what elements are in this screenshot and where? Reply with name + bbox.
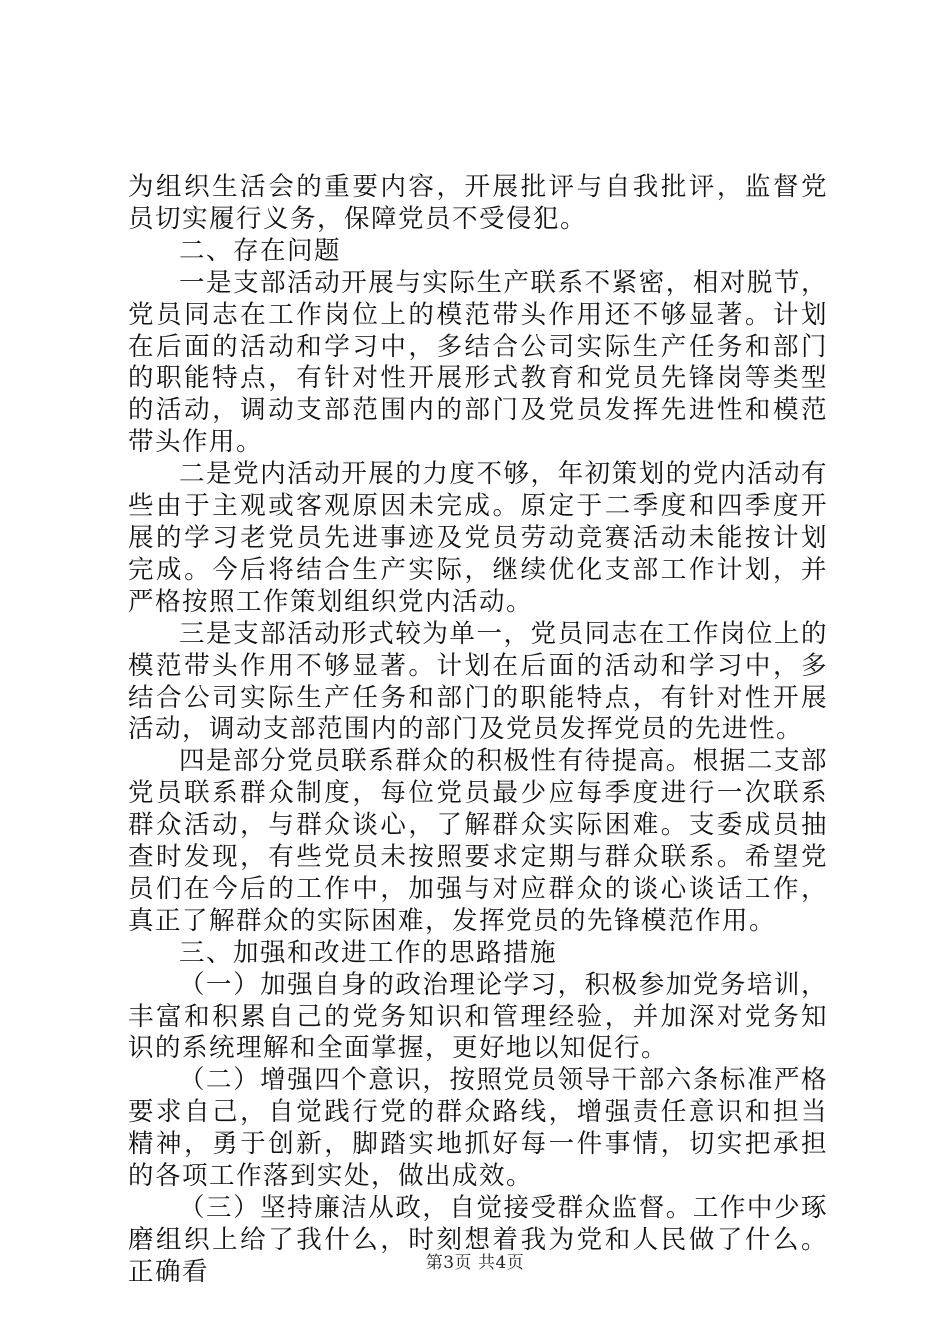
- paragraph-problem-2: 二是党内活动开展的力度不够，年初策划的党内活动有些由于主观或客观原因未完成。原定于二季度和四季度开展的学习老党员先进事迹及党员劳动竞赛活动未能按计划完成。今后将结合生产实际，继续优化支部工作计划，并严格按照工作策划组织党内活动。: [128, 459, 828, 617]
- paragraph-problem-3: 三是支部活动形式较为单一，党员同志在工作岗位上的模范带头作用不够显著。计划在后面的活动和学习中，多结合公司实际生产任务和部门的职能特点，有针对性开展活动，调动支部范围内的部门及党员发挥党员的先进性。: [128, 618, 828, 745]
- section-heading-measures: 三、加强和改进工作的思路措施: [179, 937, 558, 968]
- paragraph-measure-2: （二）增强四个意识，按照党员领导干部六条标准严格要求自己，自觉践行党的群众路线，增强责任意识和担当精神，勇于创新，脚踏实地抓好每一件事情，切实把承担的各项工作落到实处，做出成效。: [128, 1065, 828, 1192]
- paragraph-measure-3: （三）坚持廉洁从政，自觉接受群众监督。工作中少琢磨组织上给了我什么，时刻想着我为党和人民做了什么。正确看: [128, 1193, 828, 1287]
- section-heading-problems: 二、存在问题: [179, 235, 342, 266]
- paragraph-1: 为组织生活会的重要内容，开展批评与自我批评，监督党员切实履行义务，保障党员不受侵犯。: [128, 172, 828, 234]
- page-footer: 第3页 共4页: [425, 1253, 525, 1273]
- paragraph-problem-4: 四是部分党员联系群众的积极性有待提高。根据二支部党员联系群众制度，每位党员最少应每季度进行一次联系群众活动，与群众谈心，了解群众实际困难。支委成员抽查时发现，有些党员未按照要求定期与群众联系。希望党员们在今后的工作中，加强与对应群众的谈心谈话工作，真正了解群众的实际困难，发挥党员的先锋模范作用。: [128, 746, 828, 936]
- paragraph-measure-1: （一）加强自身的政治理论学习，积极参加党务培训，丰富和积累自己的党务知识和管理经验，并加深对党务知识的系统理解和全面掌握，更好地以知促行。: [128, 969, 828, 1064]
- paragraph-problem-1: 一是支部活动开展与实际生产联系不紧密，相对脱节，党员同志在工作岗位上的模范带头作用还不够显著。计划在后面的活动和学习中，多结合公司实际生产任务和部门的职能特点，有针对性开展形式教育和党员先锋岗等类型的活动，调动支部范围内的部门及党员发挥先进性和模范带头作用。: [128, 267, 828, 458]
- document-body: [128, 172, 828, 1289]
